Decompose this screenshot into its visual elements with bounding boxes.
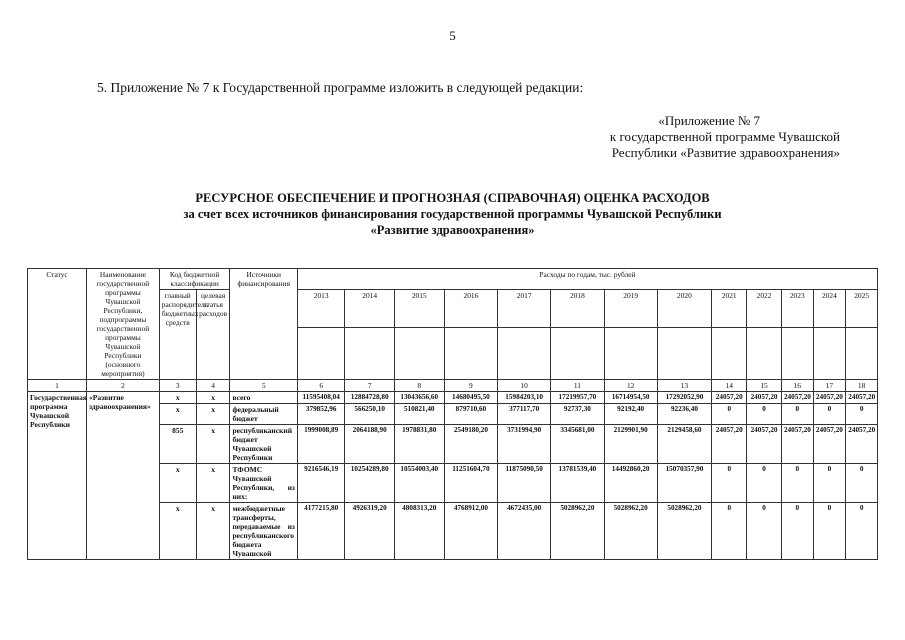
cell-value: 24057,20 <box>813 425 846 464</box>
header-year: 2017 <box>498 290 551 328</box>
header-year: 2025 <box>846 290 878 328</box>
column-number: 13 <box>657 380 712 392</box>
column-number: 10 <box>498 380 551 392</box>
header-year: 2021 <box>712 290 747 328</box>
cell-manager: x <box>159 404 196 425</box>
cell-value: 92192,40 <box>604 404 657 425</box>
cell-value: 17219957,70 <box>551 392 605 404</box>
header-year: 2024 <box>813 290 846 328</box>
column-number: 8 <box>394 380 444 392</box>
cell-value: 0 <box>747 503 782 560</box>
cell-value: 0 <box>781 404 813 425</box>
column-number: 1 <box>28 380 87 392</box>
cell-target: x <box>196 392 230 404</box>
cell-source: межбюджетные трансферты, передаваемые из республиканского бюджета Чувашской <box>230 503 297 560</box>
cell-target: x <box>196 464 230 503</box>
header-status: Статус <box>28 269 87 380</box>
column-number: 17 <box>813 380 846 392</box>
column-number: 4 <box>196 380 230 392</box>
header-source: Источники финансирования <box>230 269 297 380</box>
header-year: 2022 <box>747 290 782 328</box>
cell-value: 1999008,89 <box>297 425 344 464</box>
column-number: 11 <box>551 380 605 392</box>
cell-value: 5028962,20 <box>657 503 712 560</box>
cell-manager: x <box>159 464 196 503</box>
column-number-row <box>28 380 878 392</box>
appendix-note <box>580 113 840 161</box>
cell-manager: 855 <box>159 425 196 464</box>
header-year: 2016 <box>444 290 498 328</box>
column-number: 5 <box>230 380 297 392</box>
cell-value: 0 <box>813 503 846 560</box>
cell-value: 24057,20 <box>813 392 846 404</box>
column-number: 14 <box>712 380 747 392</box>
cell-value: 0 <box>747 404 782 425</box>
cell-value: 14680495,50 <box>444 392 498 404</box>
cell-value: 510821,40 <box>394 404 444 425</box>
cell-value: 24057,20 <box>712 425 747 464</box>
column-number: 9 <box>444 380 498 392</box>
table-row <box>28 392 878 404</box>
title-line-1: РЕСУРСНОЕ ОБЕСПЕЧЕНИЕ И ПРОГНОЗНАЯ (СПРАВОЧНАЯ) ОЦЕНКА РАСХОДОВ <box>195 191 710 205</box>
cell-value: 2064188,90 <box>345 425 395 464</box>
cell-value: 11595408,04 <box>297 392 344 404</box>
cell-value: 4672435,00 <box>498 503 551 560</box>
cell-value: 92236,40 <box>657 404 712 425</box>
cell-value: 3731994,90 <box>498 425 551 464</box>
cell-value: 2549180,20 <box>444 425 498 464</box>
header-year: 2018 <box>551 290 605 328</box>
cell-source: республиканский бюджет Чувашской Республики <box>230 425 297 464</box>
cell-value: 24057,20 <box>747 392 782 404</box>
cell-target: x <box>196 425 230 464</box>
column-number: 7 <box>345 380 395 392</box>
column-number: 3 <box>159 380 196 392</box>
cell-target: x <box>196 503 230 560</box>
cell-value: 24057,20 <box>846 425 878 464</box>
cell-value: 879710,60 <box>444 404 498 425</box>
cell-value: 13781539,40 <box>551 464 605 503</box>
page-number: 5 <box>449 28 456 43</box>
cell-value: 377117,70 <box>498 404 551 425</box>
cell-value: 3345681,00 <box>551 425 605 464</box>
cell-value: 92737,30 <box>551 404 605 425</box>
header-year: 2013 <box>297 290 344 328</box>
header-manager: главный распорядитель бюджетных средств <box>159 290 196 380</box>
header-year: 2014 <box>345 290 395 328</box>
header-target: целевая статья расходов <box>196 290 230 380</box>
cell-value: 11875090,50 <box>498 464 551 503</box>
cell-value: 1978831,80 <box>394 425 444 464</box>
cell-value: 5028962,20 <box>604 503 657 560</box>
cell-value: 379852,96 <box>297 404 344 425</box>
cell-value: 0 <box>813 404 846 425</box>
cell-value: 17292052,90 <box>657 392 712 404</box>
cell-value: 9216546,19 <box>297 464 344 503</box>
row-status: Государственная программа Чувашской Республики <box>28 392 87 560</box>
cell-value: 10554003,40 <box>394 464 444 503</box>
cell-manager: x <box>159 503 196 560</box>
header-year: 2023 <box>781 290 813 328</box>
document-title <box>0 190 905 238</box>
cell-value: 12884728,80 <box>345 392 395 404</box>
cell-value: 15070357,90 <box>657 464 712 503</box>
cell-value: 2129458,60 <box>657 425 712 464</box>
cell-value: 0 <box>747 464 782 503</box>
cell-value: 0 <box>712 503 747 560</box>
header-expenses: Расходы по годам, тыс. рублей <box>297 269 877 290</box>
cell-value: 24057,20 <box>846 392 878 404</box>
cell-value: 4768912,00 <box>444 503 498 560</box>
intro-paragraph: 5. Приложение № 7 к Государственной программе изложить в следующей редакции: <box>97 80 584 95</box>
cell-value: 4177215,80 <box>297 503 344 560</box>
appendix-line-2: к государственной программе Чувашской <box>609 129 840 144</box>
cell-target: x <box>196 404 230 425</box>
cell-value: 10254289,80 <box>345 464 395 503</box>
cell-value: 0 <box>846 464 878 503</box>
cell-value: 24057,20 <box>747 425 782 464</box>
cell-value: 4808313,20 <box>394 503 444 560</box>
cell-value: 5028962,20 <box>551 503 605 560</box>
title-line-2: за счет всех источников финансирования государственной программы Чувашской Республики <box>183 207 722 221</box>
title-line-3: «Развитие здравоохранения» <box>370 223 535 237</box>
cell-value: 0 <box>846 404 878 425</box>
row-program-name: «Развитие здравоохранения» <box>87 392 160 560</box>
cell-value: 24057,20 <box>781 392 813 404</box>
column-number: 18 <box>846 380 878 392</box>
cell-manager: x <box>159 392 196 404</box>
cell-value: 4926319,20 <box>345 503 395 560</box>
cell-value: 0 <box>712 404 747 425</box>
column-number: 15 <box>747 380 782 392</box>
cell-value: 14492860,20 <box>604 464 657 503</box>
header-year: 2015 <box>394 290 444 328</box>
header-row-1 <box>28 269 878 290</box>
cell-value: 0 <box>781 503 813 560</box>
header-year: 2020 <box>657 290 712 328</box>
column-number: 2 <box>87 380 160 392</box>
cell-value: 24057,20 <box>781 425 813 464</box>
cell-source: всего <box>230 392 297 404</box>
cell-value: 13043656,60 <box>394 392 444 404</box>
cell-value: 24057,20 <box>712 392 747 404</box>
header-name: Наименование государственной программы Чувашской Республики, подпрограммы государственной программы Чувашской Республики (основного мероприятия) <box>87 269 160 380</box>
cell-value: 0 <box>813 464 846 503</box>
cell-value: 11251604,70 <box>444 464 498 503</box>
cell-source: федеральный бюджет <box>230 404 297 425</box>
cell-value: 0 <box>712 464 747 503</box>
cell-value: 566250,10 <box>345 404 395 425</box>
cell-value: 16714954,50 <box>604 392 657 404</box>
cell-value: 0 <box>846 503 878 560</box>
cell-value: 2129901,90 <box>604 425 657 464</box>
cell-source: ТФОМС Чувашской Республики, из них: <box>230 464 297 503</box>
header-year: 2019 <box>604 290 657 328</box>
column-number: 12 <box>604 380 657 392</box>
cell-value: 0 <box>781 464 813 503</box>
column-number: 6 <box>297 380 344 392</box>
column-number: 16 <box>781 380 813 392</box>
header-budget-code: Код бюджетной классификации <box>159 269 230 290</box>
resource-table <box>27 268 878 560</box>
appendix-line-1: «Приложение № 7 <box>658 113 760 128</box>
cell-value: 15984203,10 <box>498 392 551 404</box>
appendix-line-3: Республики «Развитие здравоохранения» <box>611 145 840 160</box>
